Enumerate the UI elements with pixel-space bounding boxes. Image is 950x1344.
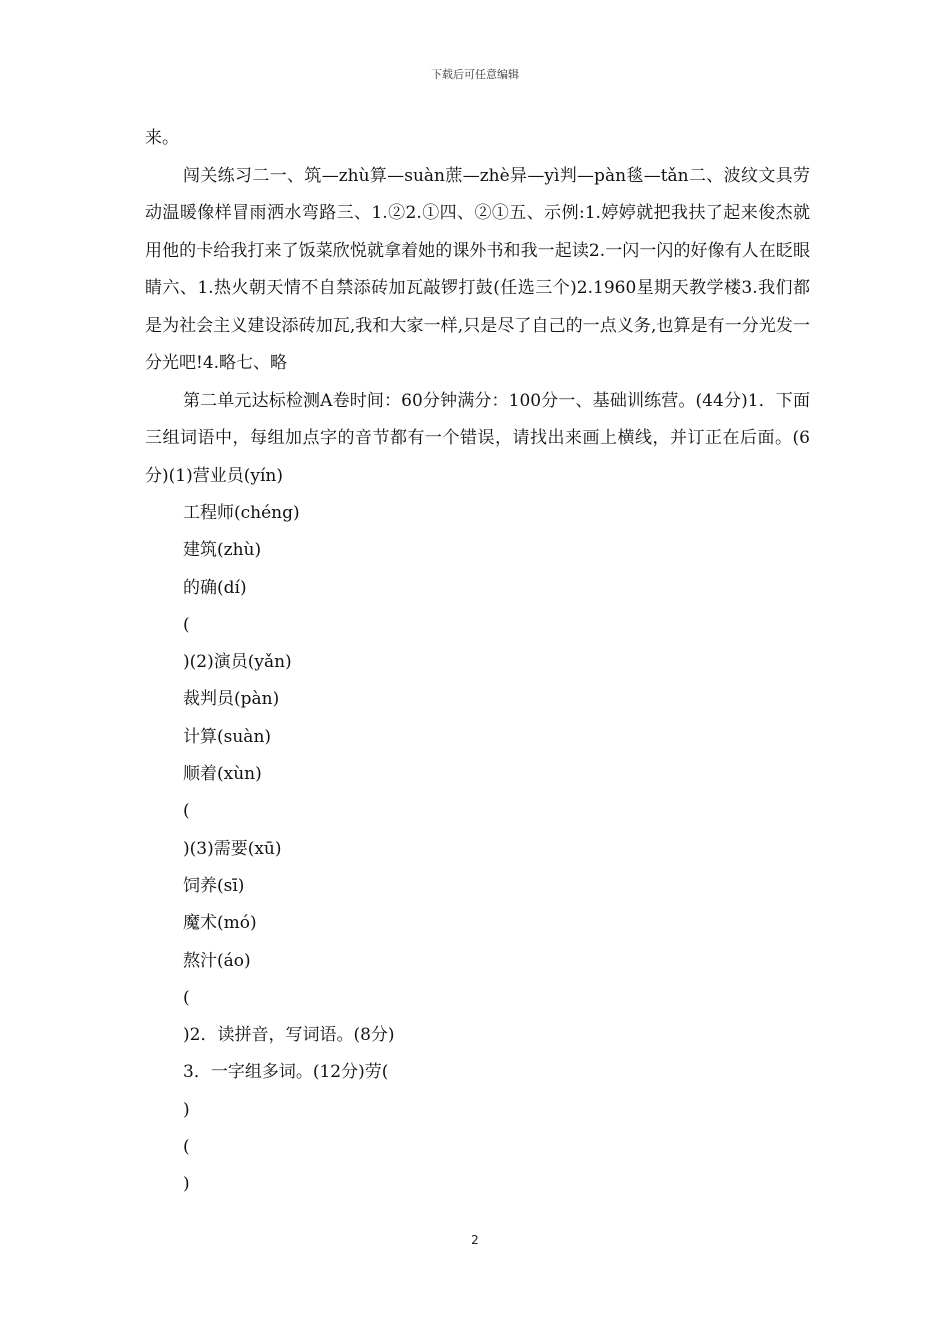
question-line: ( bbox=[183, 987, 190, 1008]
page-header: 下载后可任意编辑 bbox=[431, 68, 519, 81]
unit-test-paragraph: 第二单元达标检测A卷时间：60分钟满分：100分一、基础训练营。(44分)1．下面三组词语中，每组加点字的音节都有一个错误，请找出来画上横线，并订正在后面。(6分)(1)营业员(yín) bbox=[145, 390, 810, 486]
question-line: ( bbox=[183, 801, 190, 822]
intro-paragraph: 来。 bbox=[145, 128, 179, 148]
question-line: 3．一字组多词。(12分)劳( bbox=[183, 1062, 389, 1083]
question-line: ( bbox=[183, 614, 190, 635]
question-line: 建筑(zhù) bbox=[183, 540, 262, 561]
question-line: 的确(dí) bbox=[183, 577, 247, 598]
question-line: 计算(suàn) bbox=[183, 726, 272, 747]
question-line: 顺着(xùn) bbox=[183, 764, 262, 785]
question-items-list bbox=[145, 495, 810, 1204]
question-line: )(3)需要(xū) bbox=[183, 838, 282, 859]
question-line: 熬汁(áo) bbox=[183, 950, 251, 971]
question-line: 裁判员(pàn) bbox=[183, 689, 280, 710]
question-line: 工程师(chéng) bbox=[183, 503, 300, 523]
question-line: 饲养(sī) bbox=[183, 875, 245, 896]
question-line: 魔术(mó) bbox=[183, 913, 257, 934]
question-line: )2．读拼音，写词语。(8分) bbox=[183, 1025, 395, 1046]
question-line: ) bbox=[183, 1099, 190, 1120]
question-line: ( bbox=[183, 1137, 190, 1158]
question-line: ) bbox=[183, 1174, 190, 1195]
document-body bbox=[145, 120, 810, 1204]
answers-paragraph: 闯关练习二一、筑—zhù算—suàn蔗—zhè异—yì判—pàn毯—tǎn二、波纹文具劳动温暖像样冒雨洒水弯路三、1.②2.①四、②①五、示例:1.婷婷就把我扶了起来俊杰就用他的卡给我打来了饭菜欣悦就拿着她的课外书和我一起读2.一闪一闪的好像有人在眨眼睛六、1.热火朝天情不自禁添砖加瓦敲锣打鼓(任选三个)2.1960星期天教学楼3.我们都是为社会主义建设添砖加瓦,我和大家一样,只是尽了自己的一点义务,也算是有一分光发一分光吧!4.略七、略 bbox=[145, 165, 810, 373]
question-line: )(2)演员(yǎn) bbox=[183, 652, 292, 673]
page-number: 2 bbox=[471, 1233, 479, 1247]
